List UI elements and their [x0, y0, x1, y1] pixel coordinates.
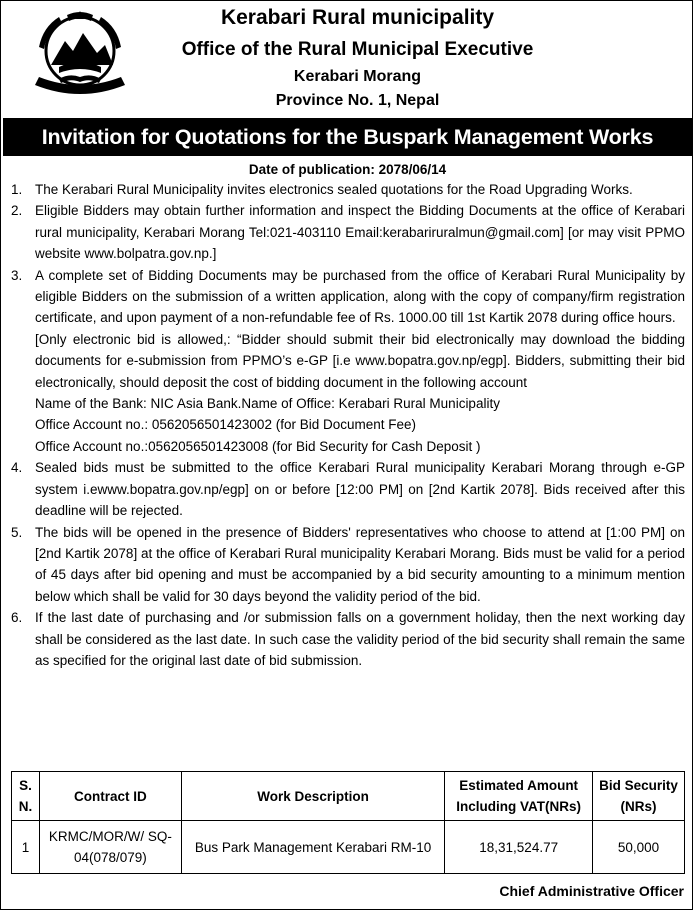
list-item	[11, 265, 685, 329]
cell-estimated-amount: 18,31,524.77	[445, 821, 593, 874]
table-row	[12, 821, 685, 874]
list-item	[11, 179, 685, 200]
header-estimated-amount: Estimated Amount Including VAT(NRs)	[445, 772, 593, 821]
item-text: The bids will be opened in the presence of Bidders' representatives who choose to attend at [1:00 PM] on [2nd Kartik 2078] at the office of Kerabari Rural municipality Kerabari Morang. Bids must be valid for a period of 45 days after bid opening and must be accompanied by a bid security amounting to a minimum mention below which shall be valid for 30 days beyond the validity period of the bid.	[35, 524, 685, 604]
item-number: 3.	[11, 267, 23, 283]
item-number: 1.	[11, 182, 23, 197]
item-text: The Kerabari Rural Municipality invites electronics sealed quotations for the Road Upgrading Works.	[35, 182, 633, 197]
item-number: 6.	[11, 610, 23, 626]
publication-date: Date of publication: 2078/06/14	[248, 162, 447, 177]
account-fee: Office Account no.: 0562056501423002 (for Bid Document Fee)	[35, 417, 416, 433]
item-text: Sealed bids must be submitted to the office Kerabari Rural municipality Kerabari Morang through e-GP system i.ewww.bopatra.gov.np/egp] on or before [12:00 PM] on [2nd Kartik 2078]. Bids received after this deadline will be rejected.	[35, 460, 685, 519]
header-sn: S. N.	[12, 772, 40, 821]
office-location: Kerabari Morang	[293, 68, 422, 85]
notice-body	[11, 179, 685, 671]
cell-contract-id: KRMC/MOR/W/ SQ-04(078/079)	[39, 821, 181, 874]
header-contract-id: Contract ID	[39, 772, 181, 821]
municipality-name: Kerabari Rural municipality	[220, 6, 495, 29]
item-text: A complete set of Bidding Documents may be purchased from the office of Kerabari Rural Municipality by eligible Bidders on the submission of a written application, along with the copy of company/firm registration certificate, and upon payment of a non-refundable fee of Rs. 1000.00 till 1st Kartik 2078 during office hours.	[35, 267, 685, 326]
header-work-description: Work Description	[181, 772, 444, 821]
electronic-bid-note: [Only electronic bid is allowed,: “Bidder should submit their bid electronically may download the bidding documents for e-submission from PPMO’s e-GP [i.e www.bopatra.gov.np/egp]. Bidders, submitting their bid electronically, should deposit the cost of bidding document in the following account	[35, 331, 685, 390]
notice-title-banner: Invitation for Quotations for the Buspark Management Works	[3, 118, 692, 156]
cell-work-description: Bus Park Management Kerabari RM-10	[181, 821, 444, 874]
item-number: 5.	[11, 524, 23, 540]
bank-details: Name of the Bank: NIC Asia Bank.Name of Office: Kerabari Rural Municipality	[35, 396, 500, 412]
table-header-row	[12, 772, 685, 821]
cell-bid-security: 50,000	[593, 821, 685, 874]
list-item	[11, 200, 685, 264]
cell-sn: 1	[12, 821, 40, 874]
bid-table	[11, 771, 685, 874]
list-item	[11, 457, 685, 521]
item-number: 2.	[11, 203, 23, 219]
list-item	[11, 522, 685, 608]
office-name: Office of the Rural Municipal Executive	[181, 39, 534, 60]
item-text: Eligible Bidders may obtain further information and inspect the Bidding Documents at the office of Kerabari rural municipality, Kerabari Morang Tel:021-403110 Email:kerabariruralmun@gmail.com] [or may visit PPMO website www.bolpatra.gov.np.]	[35, 203, 685, 262]
item-number: 4.	[11, 460, 23, 476]
signatory-title: Chief Administrative Officer	[499, 883, 684, 899]
list-item	[11, 607, 685, 671]
account-security: Office Account no.:0562056501423008 (for Bid Security for Cash Deposit )	[35, 438, 481, 454]
header-bid-security: Bid Security (NRs)	[593, 772, 685, 821]
province-name: Province No. 1, Nepal	[275, 92, 440, 109]
item-text: If the last date of purchasing and /or submission falls on a government holiday, then the next working day shall be considered as the last date. In such case the validity period of the bid security shall remain the same as specified for the original last date of bid submission.	[35, 610, 685, 668]
